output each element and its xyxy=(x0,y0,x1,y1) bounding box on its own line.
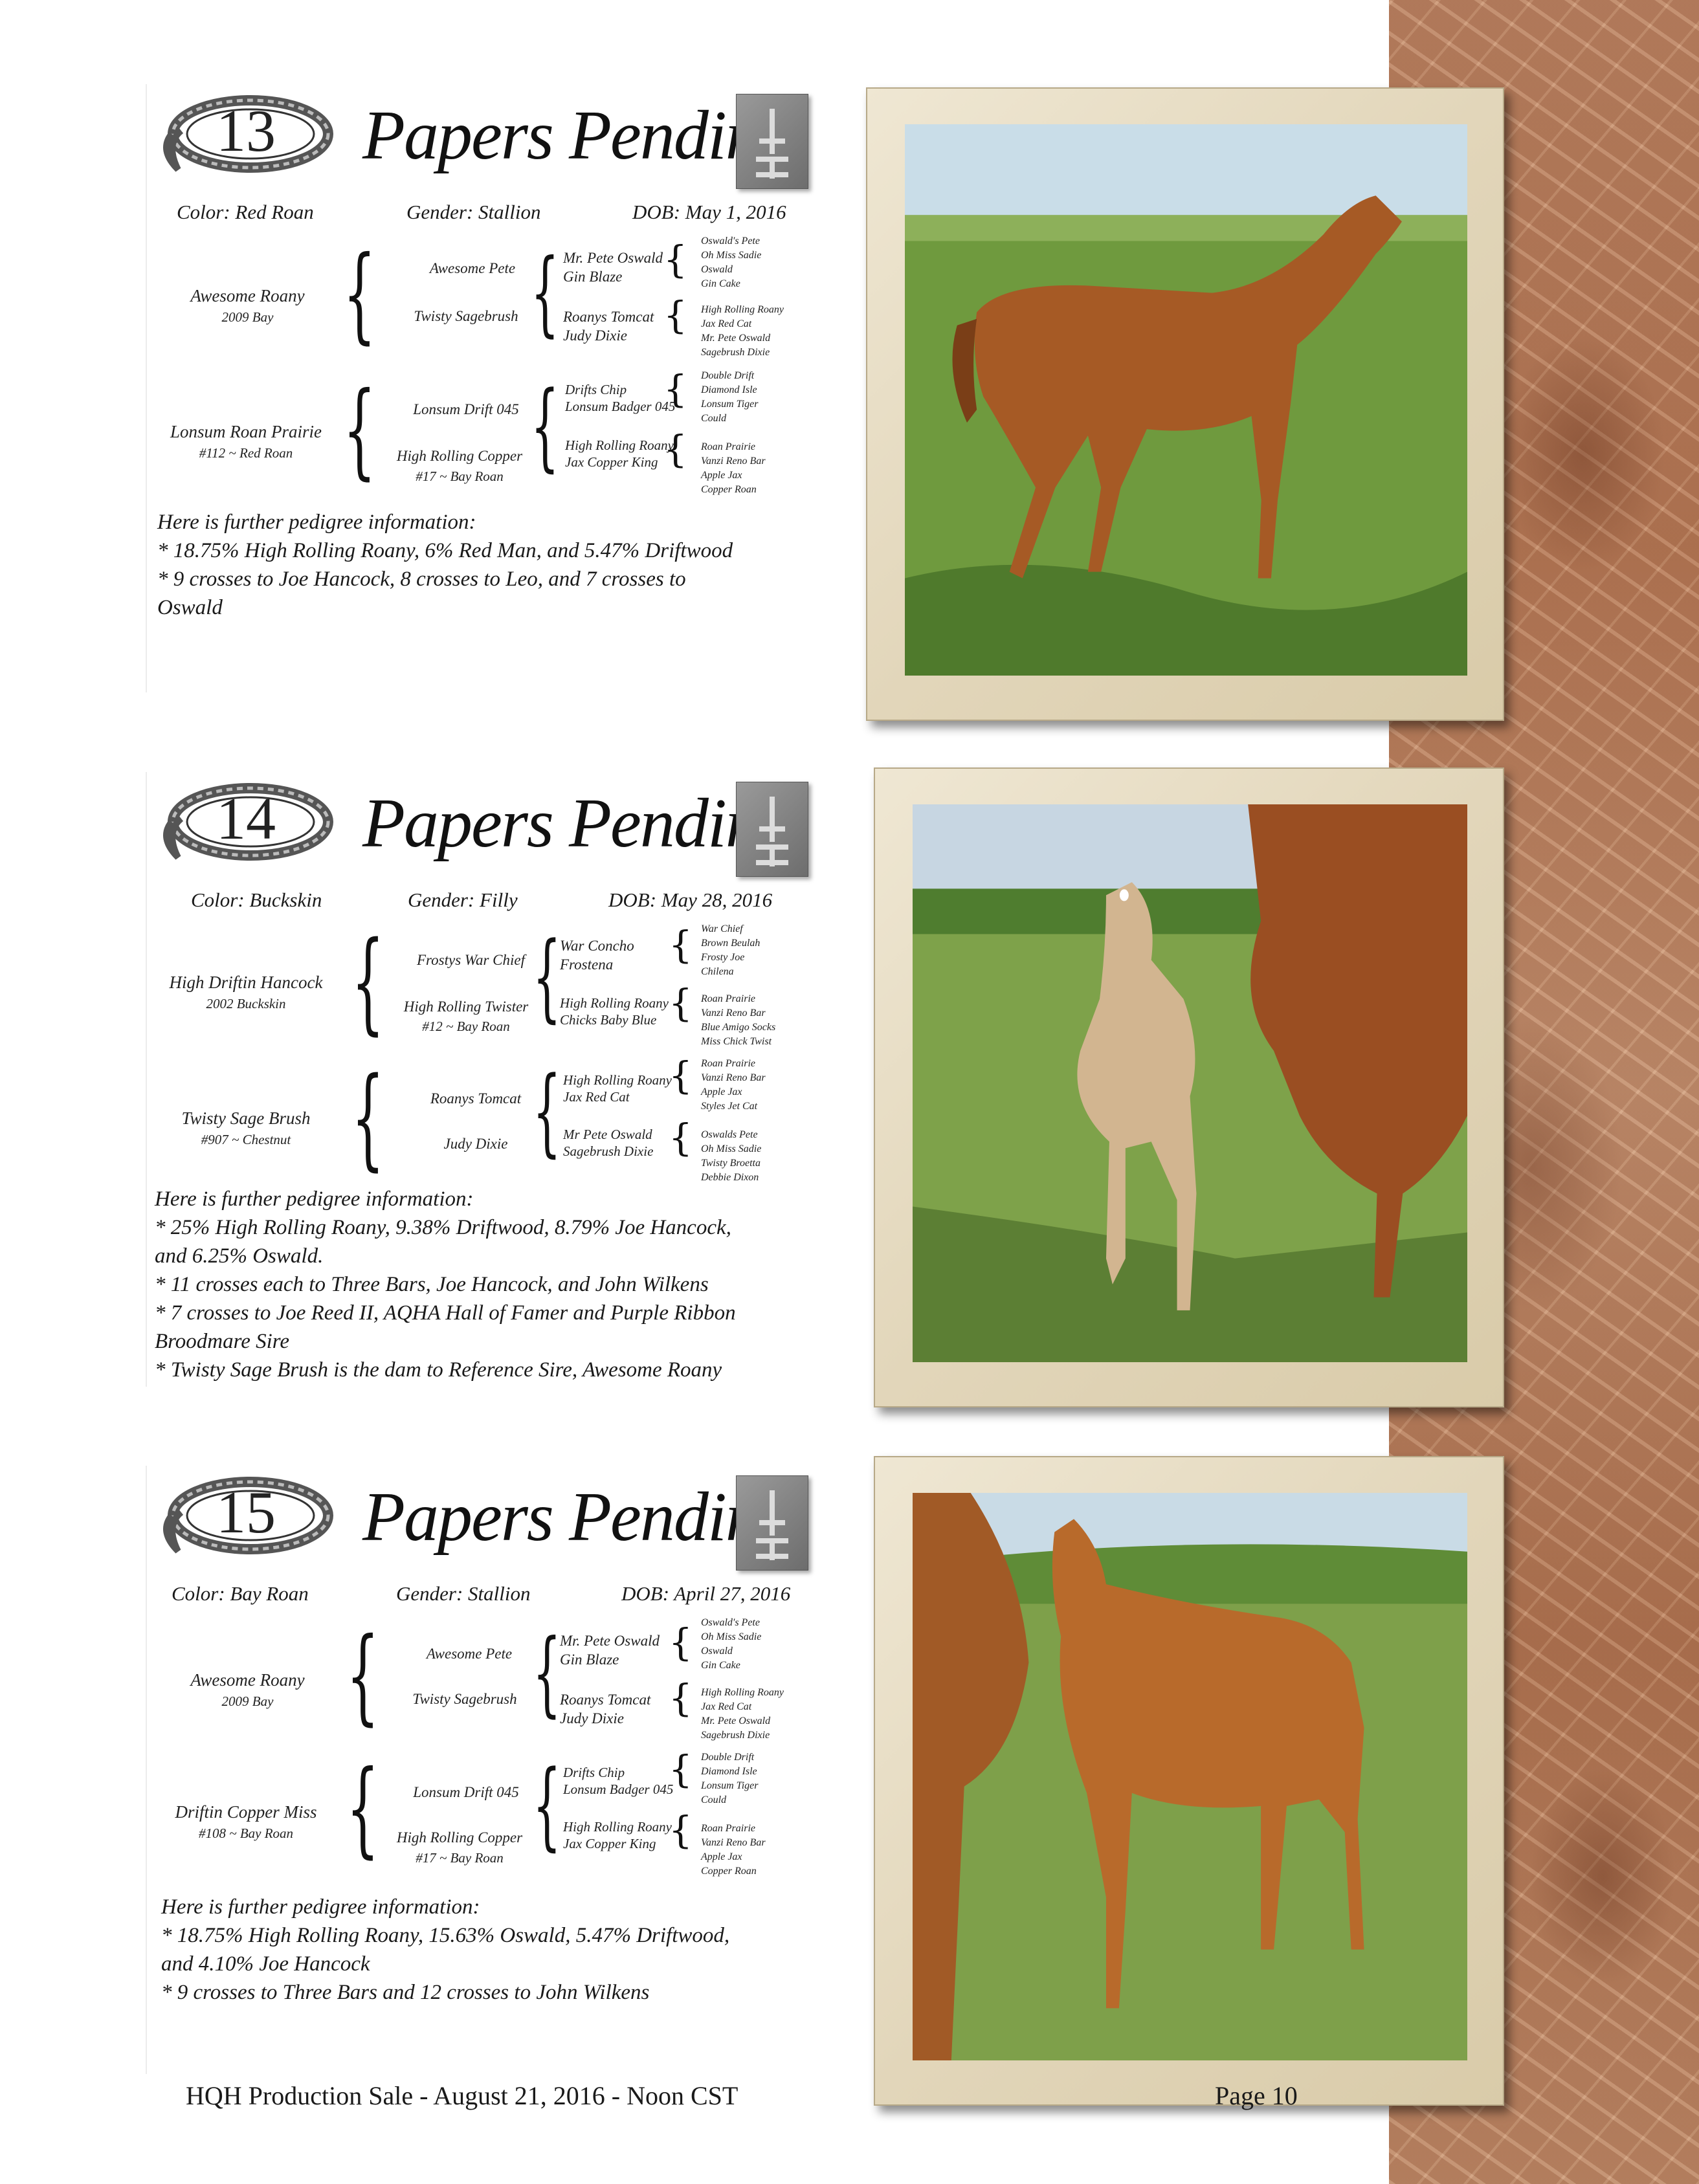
notes-line: * 9 crosses to Three Bars and 12 crosses to John Wilkens xyxy=(161,1981,650,2004)
ranch-brand-icon xyxy=(736,1475,808,1571)
pedigree-gen3: Judy Dixie xyxy=(563,327,627,344)
notes-line: * 11 crosses each to Three Bars, Joe Hancock, and John Wilkens xyxy=(155,1273,709,1296)
pedigree-gen4: Apple Jax xyxy=(701,470,742,481)
notes-line: Here is further pedigree information: xyxy=(155,1187,474,1211)
pedigree-gen3: War Concho xyxy=(560,938,634,954)
pedigree-brace: { xyxy=(669,1620,693,1664)
pedigree-gen4: Jax Red Cat xyxy=(701,1701,752,1712)
pedigree-gen3: Jax Copper King xyxy=(563,1836,656,1851)
pedigree-dam-sire: Lonsum Drift 045 xyxy=(413,1784,519,1800)
pedigree-notes xyxy=(161,1893,834,2007)
pedigree-gen4: Roan Prairie xyxy=(701,993,755,1004)
pedigree-sire-sire: Awesome Pete xyxy=(426,1646,513,1662)
pedigree-sire-sire: Frostys War Chief xyxy=(417,952,525,968)
pedigree-gen4: Jax Red Cat xyxy=(701,318,752,329)
pedigree-brace: { xyxy=(669,923,693,967)
pedigree-brace: { xyxy=(663,427,687,471)
pedigree-brace: { xyxy=(663,237,687,281)
pedigree-brace: { xyxy=(663,367,687,411)
lot-title: Papers Pending xyxy=(362,785,793,862)
pedigree-gen3: Roanys Tomcat xyxy=(560,1692,651,1708)
footer-page-number: Page 10 xyxy=(1215,2081,1298,2110)
lot-13-block xyxy=(146,84,822,692)
pedigree-notes xyxy=(157,508,830,622)
pedigree-dam-dam: High Rolling Copper xyxy=(396,448,523,464)
pedigree-gen4: Oswald xyxy=(701,264,733,275)
pedigree-gen4: Mr. Pete Oswald xyxy=(701,1715,771,1726)
dam-name: Driftin Copper Miss xyxy=(175,1802,317,1822)
notes-line: * 9 crosses to Joe Hancock, 8 crosses to Leo, and 7 crosses to xyxy=(157,568,686,591)
pedigree-gen3: High Rolling Roany xyxy=(560,995,669,1011)
notes-line: Oswald xyxy=(157,596,223,619)
pedigree-sire-dam: Twisty Sagebrush xyxy=(412,1691,517,1707)
pedigree-sire-dam: Twisty Sagebrush xyxy=(414,308,518,324)
gender-label: Gender: Stallion xyxy=(396,1582,531,1605)
pedigree-brace: { xyxy=(343,233,376,355)
pedigree-gen4: Apple Jax xyxy=(701,1851,742,1862)
divider xyxy=(146,772,147,1387)
pedigree-gen4: Oh Miss Sadie xyxy=(701,1143,762,1154)
pedigree-gen4: Copper Roan xyxy=(701,484,757,495)
notes-line: * 7 crosses to Joe Reed II, AQHA Hall of Famer and Purple Ribbon xyxy=(155,1301,736,1325)
pedigree-gen4: Could xyxy=(701,1794,727,1805)
pedigree-gen3: Mr. Pete Oswald xyxy=(563,250,663,266)
lot-number: 13 xyxy=(216,98,276,164)
pedigree-gen4: Gin Cake xyxy=(701,1660,740,1671)
pedigree-gen4: Vanzi Reno Bar xyxy=(701,1837,766,1848)
sire-name: Awesome Roany xyxy=(190,286,305,305)
pedigree-brace: { xyxy=(669,1676,693,1720)
pedigree-gen4: Gin Cake xyxy=(701,278,740,289)
pedigree-gen4: Lonsum Tiger xyxy=(701,1780,759,1791)
pedigree-brace: { xyxy=(669,981,693,1025)
pedigree-brace: { xyxy=(669,1747,693,1791)
photo-image xyxy=(905,124,1467,676)
pedigree-gen4: War Chief xyxy=(701,923,743,934)
pedigree-brace: { xyxy=(669,1053,693,1098)
pedigree-gen4: Chilena xyxy=(701,966,734,977)
lot-15-block xyxy=(146,1466,822,2074)
pedigree-brace: { xyxy=(669,1808,693,1852)
pedigree-gen4: Mr. Pete Oswald xyxy=(701,333,771,344)
pedigree-gen4: Oswald's Pete xyxy=(701,236,760,247)
sire-subtitle: 2002 Buckskin xyxy=(206,996,286,1011)
pedigree-brace: { xyxy=(669,1116,693,1160)
pedigree-brace: { xyxy=(531,239,559,347)
pedigree-gen4: Miss Chick Twist xyxy=(701,1036,772,1047)
gender-label: Gender: Stallion xyxy=(406,201,541,223)
pedigree-brace: { xyxy=(663,293,687,337)
pedigree-gen4: Debbie Dixon xyxy=(701,1172,759,1183)
photo-image xyxy=(913,1493,1467,2060)
sire-name: High Driftin Hancock xyxy=(169,973,323,992)
pedigree-gen3: Lonsum Badger 045 xyxy=(563,1781,674,1797)
pedigree-gen3: Jax Red Cat xyxy=(563,1089,630,1105)
pedigree-gen3: High Rolling Roany xyxy=(563,1072,672,1088)
pedigree-notes xyxy=(155,1185,828,1384)
pedigree-gen4: Vanzi Reno Bar xyxy=(701,456,766,467)
ranch-brand-icon xyxy=(736,94,808,189)
notes-line: Here is further pedigree information: xyxy=(157,511,476,534)
pedigree-gen3: Jax Copper King xyxy=(565,454,658,470)
notes-line: Here is further pedigree information: xyxy=(161,1895,480,1919)
pedigree-gen3: Lonsum Badger 045 xyxy=(565,399,676,414)
pedigree-gen3: Sagebrush Dixie xyxy=(563,1143,654,1159)
sire-subtitle: 2009 Bay xyxy=(221,1693,274,1709)
dam-name: Twisty Sage Brush xyxy=(181,1109,311,1128)
pedigree-gen4: Oswald xyxy=(701,1646,733,1657)
pedigree-sire-sire: Awesome Pete xyxy=(429,260,516,276)
notes-line: * 18.75% High Rolling Roany, 15.63% Oswald, 5.47% Driftwood, xyxy=(161,1924,730,1947)
pedigree-gen3: Drifts Chip xyxy=(565,382,627,397)
divider xyxy=(146,84,147,692)
lot-number: 15 xyxy=(216,1479,276,1545)
pedigree-dam-dam-sub: #17 ~ Bay Roan xyxy=(416,469,504,484)
pedigree-dam-dam: High Rolling Copper xyxy=(396,1829,523,1846)
pedigree-gen4: Diamond Isle xyxy=(701,1766,757,1777)
photo-image xyxy=(913,804,1467,1362)
pedigree-gen4: Apple Jax xyxy=(701,1086,742,1098)
pedigree-gen4: Lonsum Tiger xyxy=(701,399,759,410)
divider xyxy=(146,1466,147,2074)
pedigree-brace: { xyxy=(346,1615,379,1736)
pedigree-brace: { xyxy=(533,1619,561,1727)
pedigree-gen4: Oswald's Pete xyxy=(701,1617,760,1628)
pedigree-dam-dam-sub: #17 ~ Bay Roan xyxy=(416,1850,504,1866)
pedigree-brace: { xyxy=(531,371,559,482)
lot-title: Papers Pending xyxy=(362,1479,793,1556)
pedigree-gen4: Brown Beulah xyxy=(701,938,761,949)
pedigree-brace: { xyxy=(343,369,376,491)
pedigree-gen4: Oh Miss Sadie xyxy=(701,250,762,261)
dam-subtitle: #112 ~ Red Roan xyxy=(199,445,293,461)
pedigree-gen4: Twisty Broetta xyxy=(701,1158,761,1169)
gender-label: Gender: Filly xyxy=(408,888,518,911)
pedigree-gen4: Copper Roan xyxy=(701,1866,757,1877)
pedigree-gen3: High Rolling Roany xyxy=(565,437,674,453)
pedigree-gen4: Could xyxy=(701,413,727,424)
color-label: Color: Bay Roan xyxy=(172,1582,309,1605)
pedigree-gen3: Chicks Baby Blue xyxy=(560,1012,657,1028)
pedigree-gen3: Mr Pete Oswald xyxy=(563,1127,652,1142)
pedigree-gen3: Gin Blaze xyxy=(560,1651,619,1668)
pedigree-gen4: Double Drift xyxy=(701,1752,755,1763)
pedigree-gen3: Roanys Tomcat xyxy=(563,309,654,325)
pedigree-gen4: Sagebrush Dixie xyxy=(701,347,770,358)
footer-sale-info: HQH Production Sale - August 21, 2016 - Noon CST xyxy=(186,2081,738,2110)
pedigree-sire-dam: High Rolling Twister xyxy=(403,998,529,1015)
pedigree-sire-dam-sub: #12 ~ Bay Roan xyxy=(422,1019,510,1034)
pedigree-gen4: Oh Miss Sadie xyxy=(701,1631,762,1642)
pedigree-brace: { xyxy=(533,921,561,1033)
pedigree-gen3: High Rolling Roany xyxy=(563,1819,672,1835)
pedigree-brace: { xyxy=(351,1053,384,1182)
notes-line: * Twisty Sage Brush is the dam to Reference Sire, Awesome Roany xyxy=(155,1358,722,1382)
color-label: Color: Red Roan xyxy=(177,201,314,223)
pedigree-gen4: Sagebrush Dixie xyxy=(701,1730,770,1741)
lot-title: Papers Pending xyxy=(362,97,793,174)
pedigree-gen4: High Rolling Roany xyxy=(701,304,784,315)
pedigree-gen4: Diamond Isle xyxy=(701,384,757,395)
pedigree-brace: { xyxy=(533,1056,561,1167)
sire-subtitle: 2009 Bay xyxy=(221,309,274,325)
pedigree-gen4: Frosty Joe xyxy=(701,952,745,963)
pedigree-gen4: Roan Prairie xyxy=(701,1823,755,1834)
dam-subtitle: #907 ~ Chestnut xyxy=(201,1132,291,1147)
dam-name: Lonsum Roan Prairie xyxy=(170,422,322,441)
pedigree-gen4: Double Drift xyxy=(701,370,755,381)
notes-line: * 25% High Rolling Roany, 9.38% Driftwood, 8.79% Joe Hancock, xyxy=(155,1216,731,1239)
pedigree-dam-sire: Roanys Tomcat xyxy=(430,1090,522,1107)
pedigree-gen3: Mr. Pete Oswald xyxy=(560,1633,660,1649)
horse-photo-lot-13 xyxy=(866,87,1504,721)
ranch-brand-icon xyxy=(736,782,808,877)
pedigree-gen4: Oswalds Pete xyxy=(701,1129,758,1140)
pedigree-gen3: Gin Blaze xyxy=(563,269,623,285)
notes-line: and 6.25% Oswald. xyxy=(155,1244,324,1268)
pedigree-gen4: Blue Amigo Socks xyxy=(701,1022,776,1033)
pedigree-brace: { xyxy=(351,917,384,1046)
pedigree-gen3: Drifts Chip xyxy=(563,1765,625,1780)
pedigree-gen4: Roan Prairie xyxy=(701,441,755,452)
pedigree-dam-dam: Judy Dixie xyxy=(443,1136,508,1152)
pedigree-gen4: Vanzi Reno Bar xyxy=(701,1008,766,1019)
notes-line: Broodmare Sire xyxy=(155,1330,290,1353)
pedigree-gen4: High Rolling Roany xyxy=(701,1687,784,1698)
lot-14-block xyxy=(146,772,822,1387)
pedigree-brace: { xyxy=(533,1750,561,1861)
pedigree-gen4: Styles Jet Cat xyxy=(701,1101,758,1112)
pedigree-dam-sire: Lonsum Drift 045 xyxy=(413,401,519,417)
horse-photo-lot-14 xyxy=(874,767,1504,1407)
dob-label: DOB: May 1, 2016 xyxy=(632,201,786,223)
pedigree-gen3: Frostena xyxy=(560,956,614,973)
notes-line: * 18.75% High Rolling Roany, 6% Red Man, and 5.47% Driftwood xyxy=(157,539,733,562)
pedigree-gen4: Roan Prairie xyxy=(701,1058,755,1069)
dob-label: DOB: April 27, 2016 xyxy=(621,1582,791,1605)
pedigree-gen4: Vanzi Reno Bar xyxy=(701,1072,766,1083)
color-label: Color: Buckskin xyxy=(191,888,322,911)
lot-number: 14 xyxy=(216,786,276,852)
pedigree-brace: { xyxy=(346,1747,379,1869)
pedigree-gen3: Judy Dixie xyxy=(560,1710,624,1726)
horse-photo-lot-15 xyxy=(874,1456,1504,2106)
dob-label: DOB: May 28, 2016 xyxy=(608,888,773,911)
notes-line: and 4.10% Joe Hancock xyxy=(161,1952,370,1976)
sire-name: Awesome Roany xyxy=(190,1670,305,1690)
dam-subtitle: #108 ~ Bay Roan xyxy=(198,1826,294,1841)
